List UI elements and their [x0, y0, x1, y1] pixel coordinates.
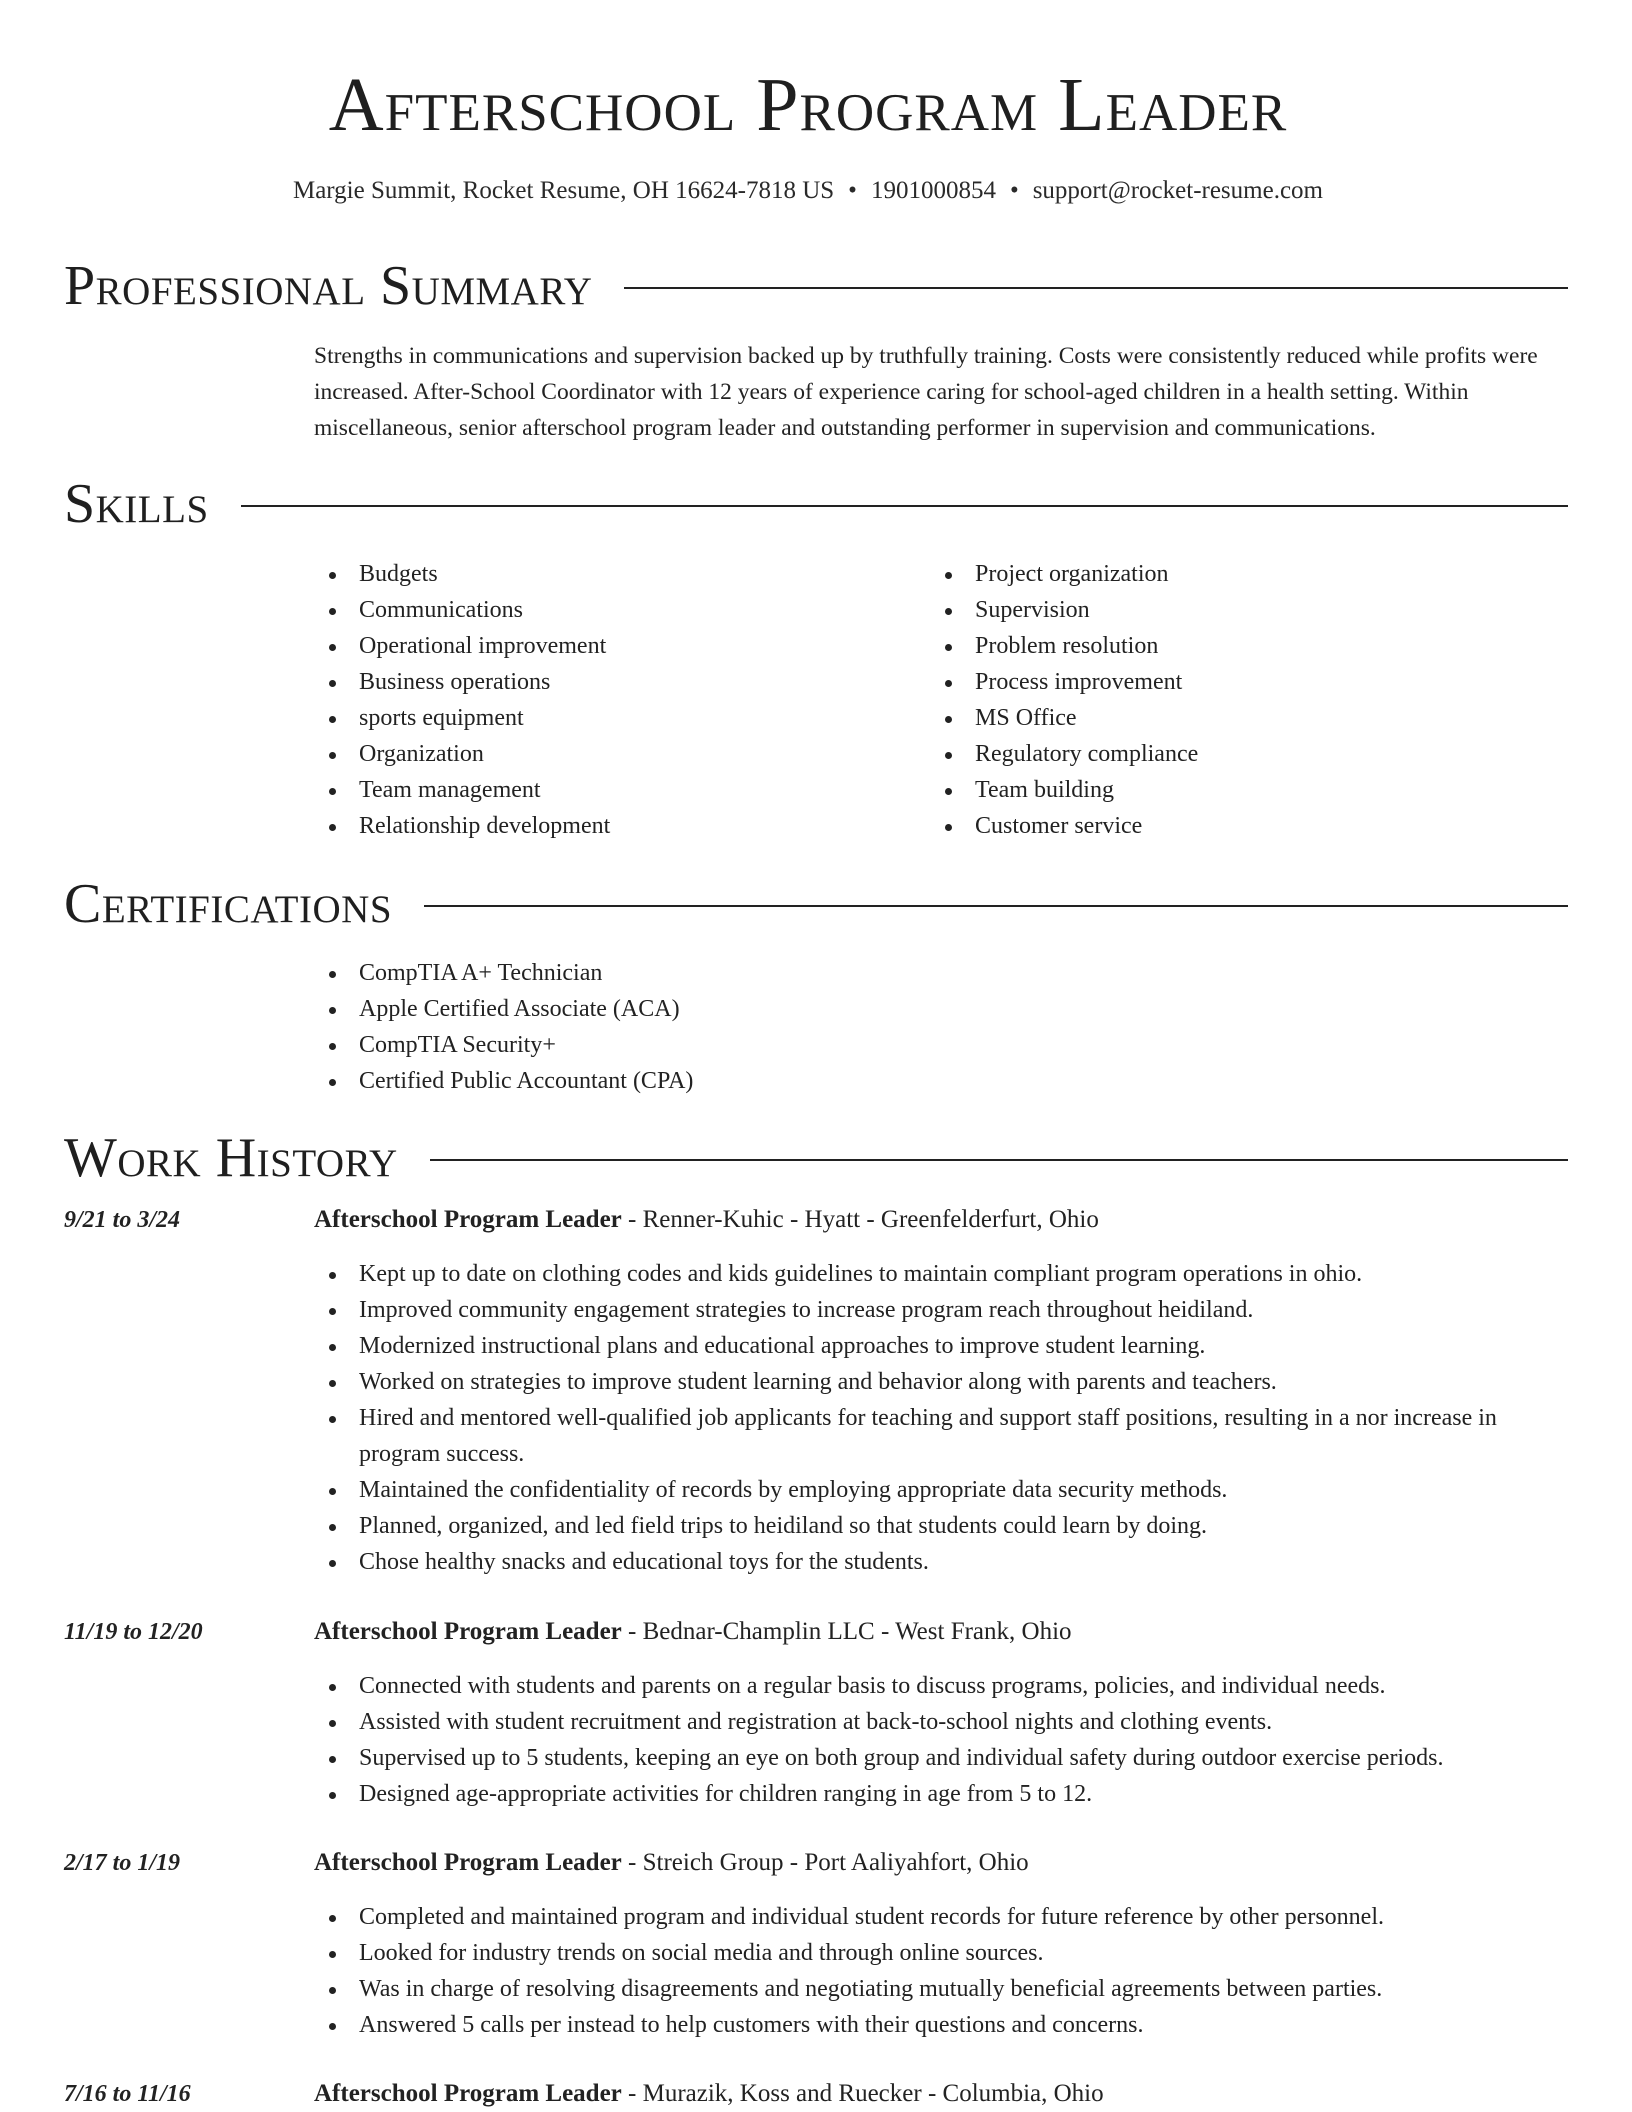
section-divider: [241, 505, 1568, 507]
skill-item: Customer service: [930, 808, 1198, 844]
skill-item: Team building: [930, 772, 1198, 808]
contact-address: Margie Summit, Rocket Resume, OH 16624-7818 US: [292, 177, 835, 204]
job-bullet: Worked on strategies to improve student learning and behavior along with parents and teachers.: [314, 1364, 1568, 1400]
job-bullet: Kept up to date on clothing codes and kids guidelines to maintain compliant program operations in ohio.: [314, 1256, 1568, 1292]
certification-item: Apple Certified Associate (ACA): [314, 991, 693, 1027]
job-bullet: Answered 5 calls per instead to help customers with their questions and concerns.: [314, 2007, 1568, 2043]
job-bullet: Chose healthy snacks and educational toys for the students.: [314, 1544, 1568, 1580]
job-bullet: Maintained the confidentiality of records by employing appropriate data security methods.: [314, 1472, 1568, 1508]
job-bullet: Connected with students and parents on a regular basis to discuss programs, policies, and individual needs.: [314, 1668, 1568, 1704]
contact-phone: 1901000854: [870, 177, 996, 204]
job-bullet: Completed and maintained program and individual student records for future reference by other personnel.: [314, 1899, 1568, 1935]
section-header-certifications: [64, 872, 1568, 936]
section-header-work-history: [64, 1126, 1568, 1190]
job-bullets: [314, 1899, 1568, 2043]
job-employer-location: - Bednar-Champlin LLC - West Frank, Ohio: [621, 1618, 1072, 1645]
contact-separator: •: [1009, 177, 1019, 204]
job-heading: [314, 1845, 1029, 1881]
job-title: Afterschool Program Leader: [314, 1618, 622, 1645]
job-bullet: Planned, organized, and led field trips to heidiland so that students could learn by doing.: [314, 1508, 1568, 1544]
skill-item: Team management: [314, 772, 610, 808]
job-bullet: Designed age-appropriate activities for children ranging in age from 5 to 12.: [314, 1776, 1568, 1812]
certifications-list: [314, 955, 693, 1099]
job-heading: [314, 1614, 1072, 1650]
certification-item: Certified Public Accountant (CPA): [314, 1063, 693, 1099]
job-heading: [314, 2076, 1104, 2112]
skill-item: Project organization: [930, 556, 1198, 592]
job-bullet: Hired and mentored well-qualified job applicants for teaching and support staff positions, resulting in a nor increase in program success.: [314, 1400, 1568, 1472]
skill-item: Problem resolution: [930, 628, 1198, 664]
skill-item: Operational improvement: [314, 628, 610, 664]
section-title-certifications: Certifications: [64, 873, 393, 935]
section-title-skills: Skills: [64, 473, 209, 535]
job-employer-location: - Streich Group - Port Aaliyahfort, Ohio: [621, 1849, 1029, 1876]
certification-item: CompTIA Security+: [314, 1027, 693, 1063]
skill-item: Regulatory compliance: [930, 736, 1198, 772]
job-dates: 2/17 to 1/19: [64, 1850, 181, 1876]
skills-list-right: [930, 556, 1198, 844]
contact-separator: •: [848, 177, 857, 204]
job-bullet: Was in charge of resolving disagreements and negotiating mutually beneficial agreements between parties.: [314, 1971, 1568, 2007]
section-divider: [624, 287, 1568, 289]
job-dates: 9/21 to 3/24: [64, 1207, 181, 1233]
job-title: Afterschool Program Leader: [314, 1206, 622, 1233]
job-bullet: Modernized instructional plans and educational approaches to improve student learning.: [314, 1328, 1568, 1364]
skill-item: Business operations: [314, 664, 610, 700]
certification-item: CompTIA A+ Technician: [314, 955, 693, 991]
resume-title: Afterschool Program Leader: [328, 63, 1288, 147]
skills-list-left: [314, 556, 610, 844]
section-divider: [424, 905, 1568, 907]
job-employer-location: - Renner-Kuhic - Hyatt - Greenfelderfurt, Ohio: [621, 1206, 1099, 1233]
job-bullets: [314, 1668, 1568, 1812]
summary-text: Strengths in communications and supervision backed up by truthfully training. Costs were consistently reduced while profits were increased. After-School Coordinator with 12 years of experience caring for school-aged children in a health setting. Within miscellaneous, senior afterschool program leader and outstanding performer in supervision and communications.: [314, 343, 1538, 441]
job-bullet: Assisted with student recruitment and registration at back-to-school nights and clothing events.: [314, 1704, 1568, 1740]
skill-item: Process improvement: [930, 664, 1198, 700]
skill-item: sports equipment: [314, 700, 610, 736]
contact-email[interactable]: support@rocket-resume.com: [1032, 177, 1323, 204]
job-bullets: [314, 1256, 1568, 1580]
skill-item: Budgets: [314, 556, 610, 592]
section-divider: [430, 1159, 1568, 1161]
section-title-work-history: Work History: [64, 1127, 398, 1189]
skill-item: Relationship development: [314, 808, 610, 844]
job-heading: [314, 1202, 1099, 1238]
job-dates: 11/19 to 12/20: [64, 1619, 203, 1645]
job-bullet: Improved community engagement strategies to increase program reach throughout heidiland.: [314, 1292, 1568, 1328]
section-title-summary: Professional Summary: [64, 255, 593, 317]
skill-item: MS Office: [930, 700, 1198, 736]
job-dates: 7/16 to 11/16: [64, 2081, 191, 2107]
contact-line: [0, 174, 1616, 208]
job-bullet: Looked for industry trends on social media and through online sources.: [314, 1935, 1568, 1971]
skill-item: Supervision: [930, 592, 1198, 628]
job-title: Afterschool Program Leader: [314, 2080, 622, 2107]
section-header-summary: [64, 254, 1568, 318]
job-employer-location: - Murazik, Koss and Ruecker - Columbia, Ohio: [621, 2080, 1104, 2107]
skill-item: Organization: [314, 736, 610, 772]
section-header-skills: [64, 472, 1568, 536]
job-title: Afterschool Program Leader: [314, 1849, 622, 1876]
skill-item: Communications: [314, 592, 610, 628]
job-bullet: Supervised up to 5 students, keeping an eye on both group and individual safety during outdoor exercise periods.: [314, 1740, 1568, 1776]
